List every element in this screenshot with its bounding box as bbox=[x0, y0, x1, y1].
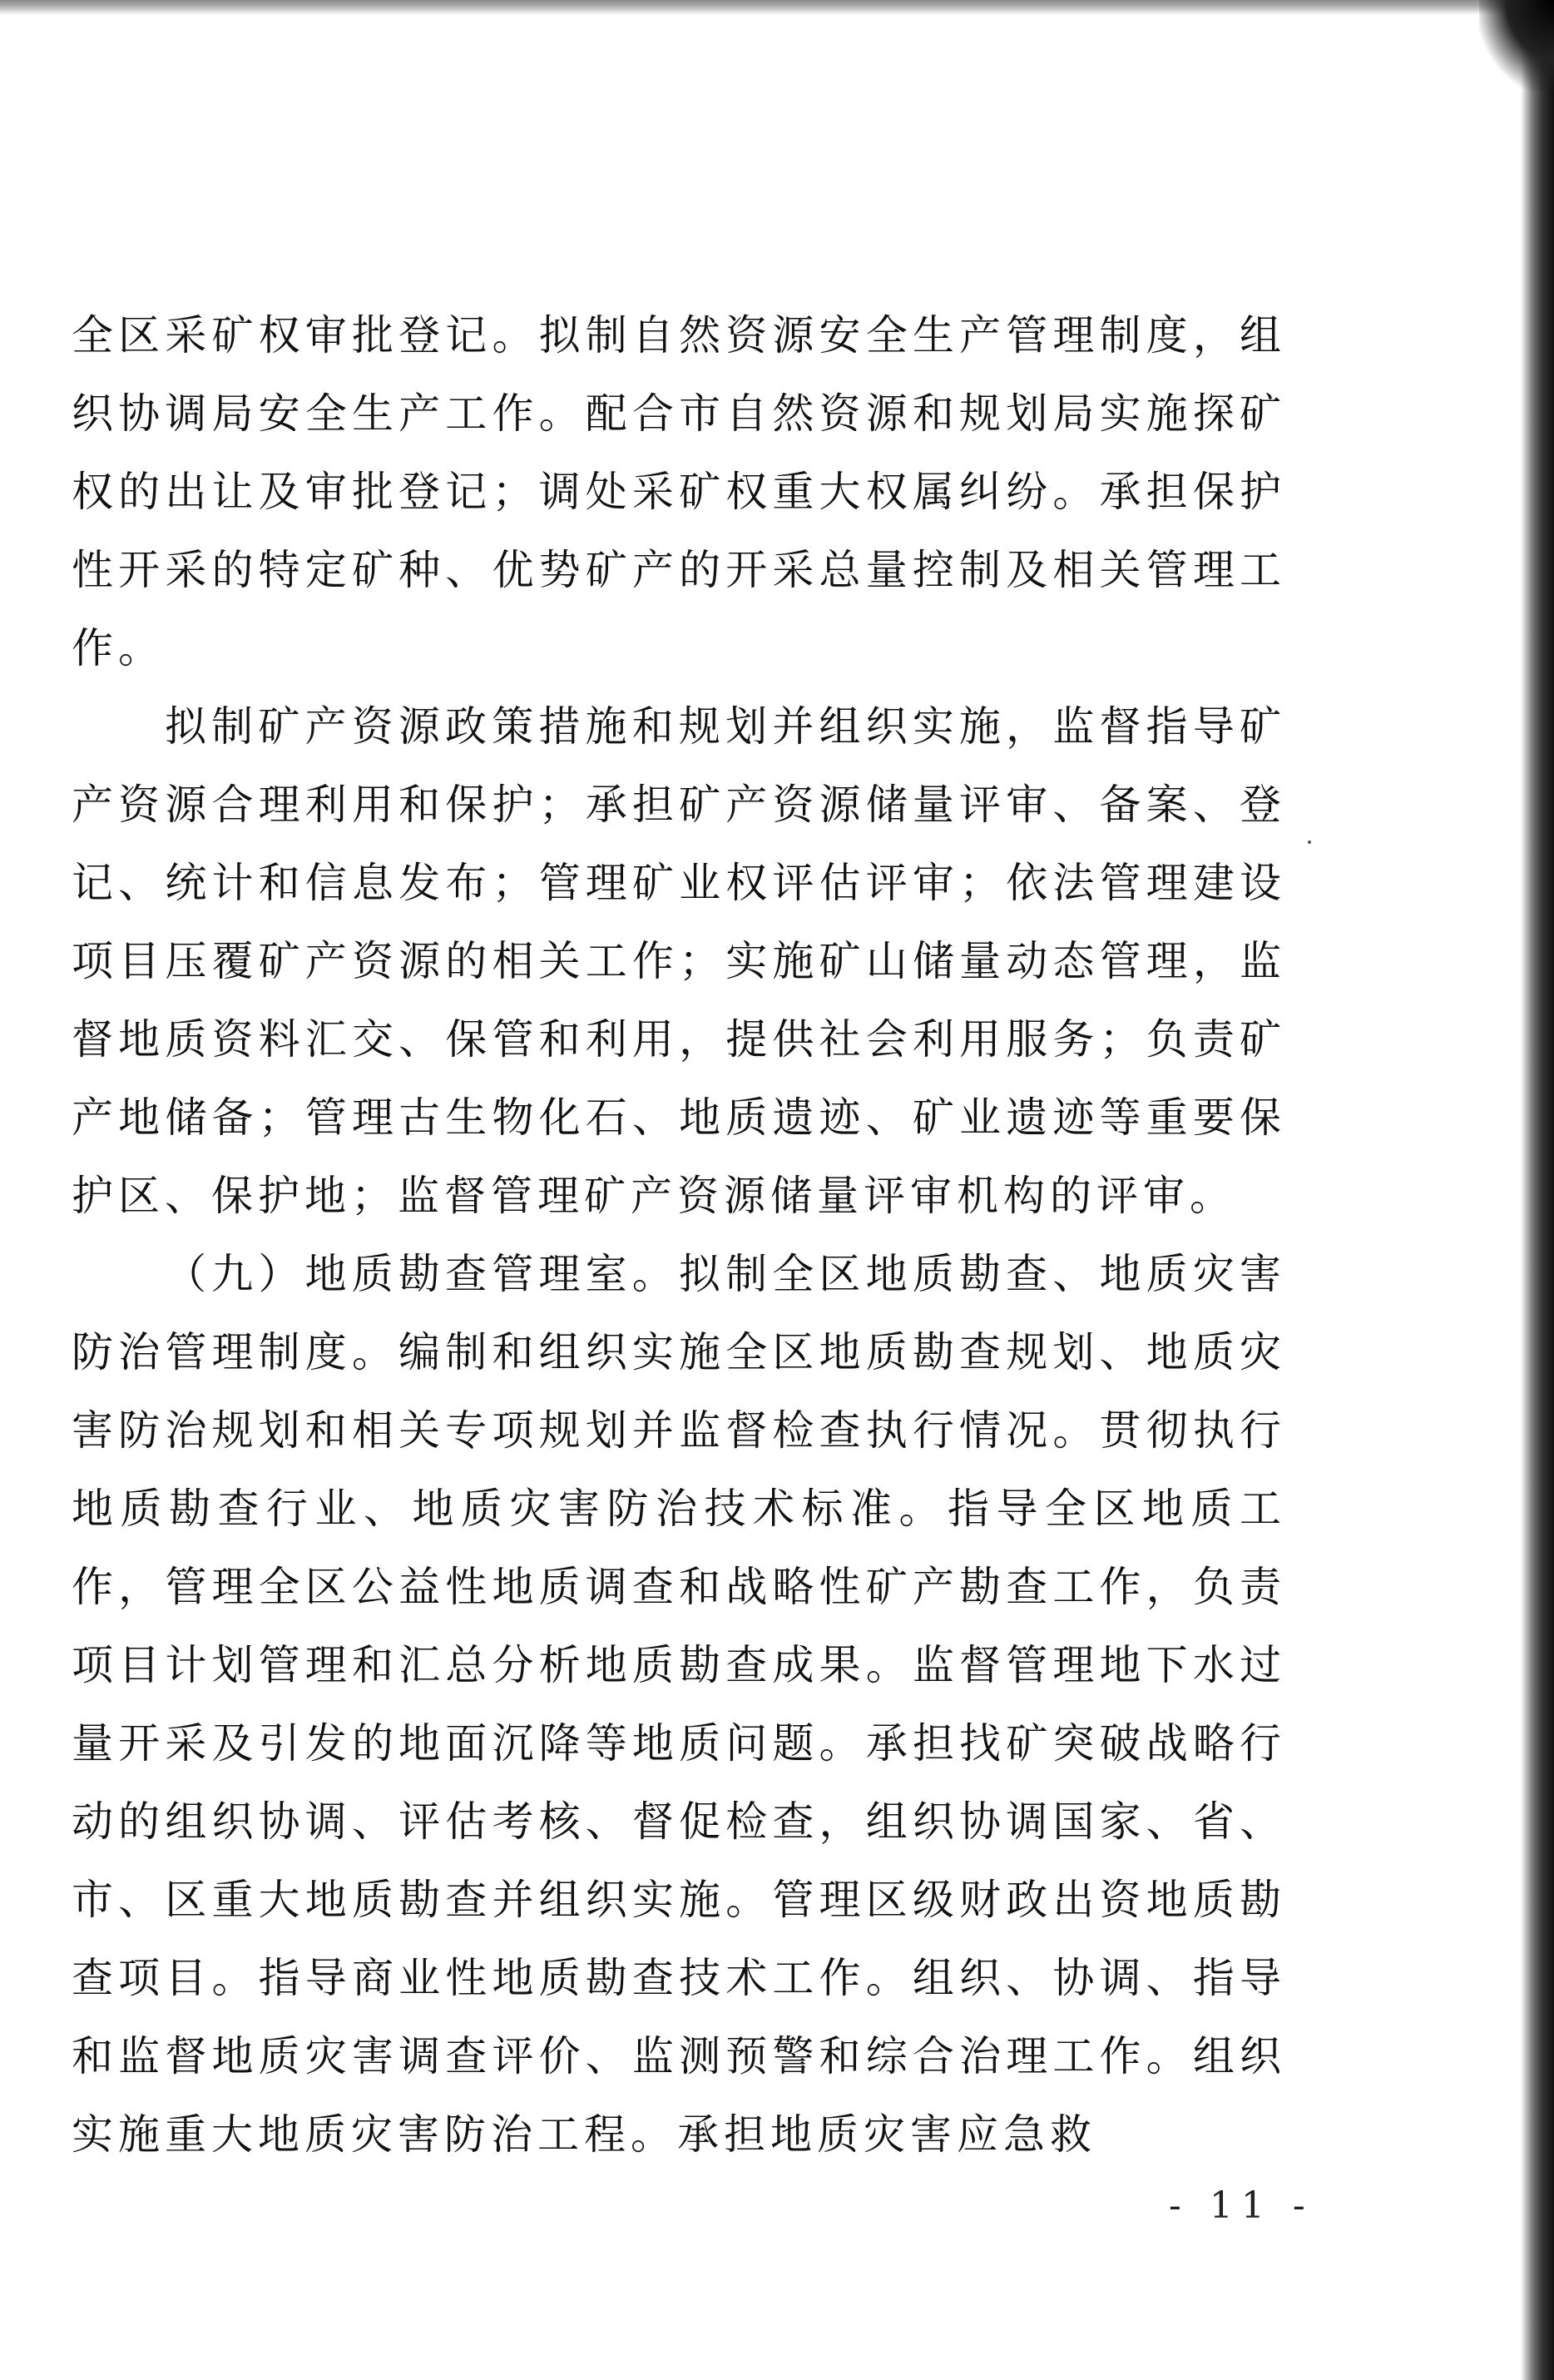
page-number: - 11 - bbox=[1169, 2184, 1314, 2227]
paragraph-geological-survey-office: （九）地质勘查管理室。拟制全区地质勘查、地质灾害防治管理制度。编制和组织实施全区地质勘查规划、地质灾害防治规划和相关专项规划并监督检查执行情况。贯彻执行地质勘查行业、地质灾害防治技术标准。指导全区地质工作，管理全区公益性地质调查和战略性矿产勘查工作，负责项目计划管理和汇总分析地质勘查成果。监督管理地下水过量开采及引发的地面沉降等地质问题。承担找矿突破战略行动的组织协调、评估考核、督促检查，组织协调国家、省、市、区重大地质勘查并组织实施。管理区级财政出资地质勘查项目。指导商业性地质勘查技术工作。组织、协调、指导和监督地质灾害调查评价、监测预警和综合治理工作。组织实施重大地质灾害防治工程。承担地质灾害应急救 bbox=[72, 1250, 1286, 2159]
paragraph-continued: 全区采矿权审批登记。拟制自然资源安全生产管理制度，组织协调局安全生产工作。配合市自然资源和规划局实施探矿权的出让及审批登记；调处采矿权重大权属纠纷。承担保护性开采的特定矿种、优势矿产的开采总量控制及相关管理工作。 bbox=[72, 311, 1286, 672]
scan-shadow-top bbox=[0, 0, 1554, 15]
scan-speck bbox=[1308, 840, 1311, 844]
scan-shadow-corner bbox=[1479, 0, 1554, 92]
document-body bbox=[72, 296, 1286, 2174]
scan-shadow-right bbox=[1521, 0, 1554, 2380]
paragraph-mineral-resources: 拟制矿产资源政策措施和规划并组织实施，监督指导矿产资源合理利用和保护；承担矿产资源储量评审、备案、登记、统计和信息发布；管理矿业权评估评审；依法管理建设项目压覆矿产资源的相关工作；实施矿山储量动态管理，监督地质资料汇交、保管和利用，提供社会利用服务；负责矿产地储备；管理古生物化石、地质遗迹、矿业遗迹等重要保护区、保护地；监督管理矿产资源储量评审机构的评审。 bbox=[72, 702, 1286, 1220]
